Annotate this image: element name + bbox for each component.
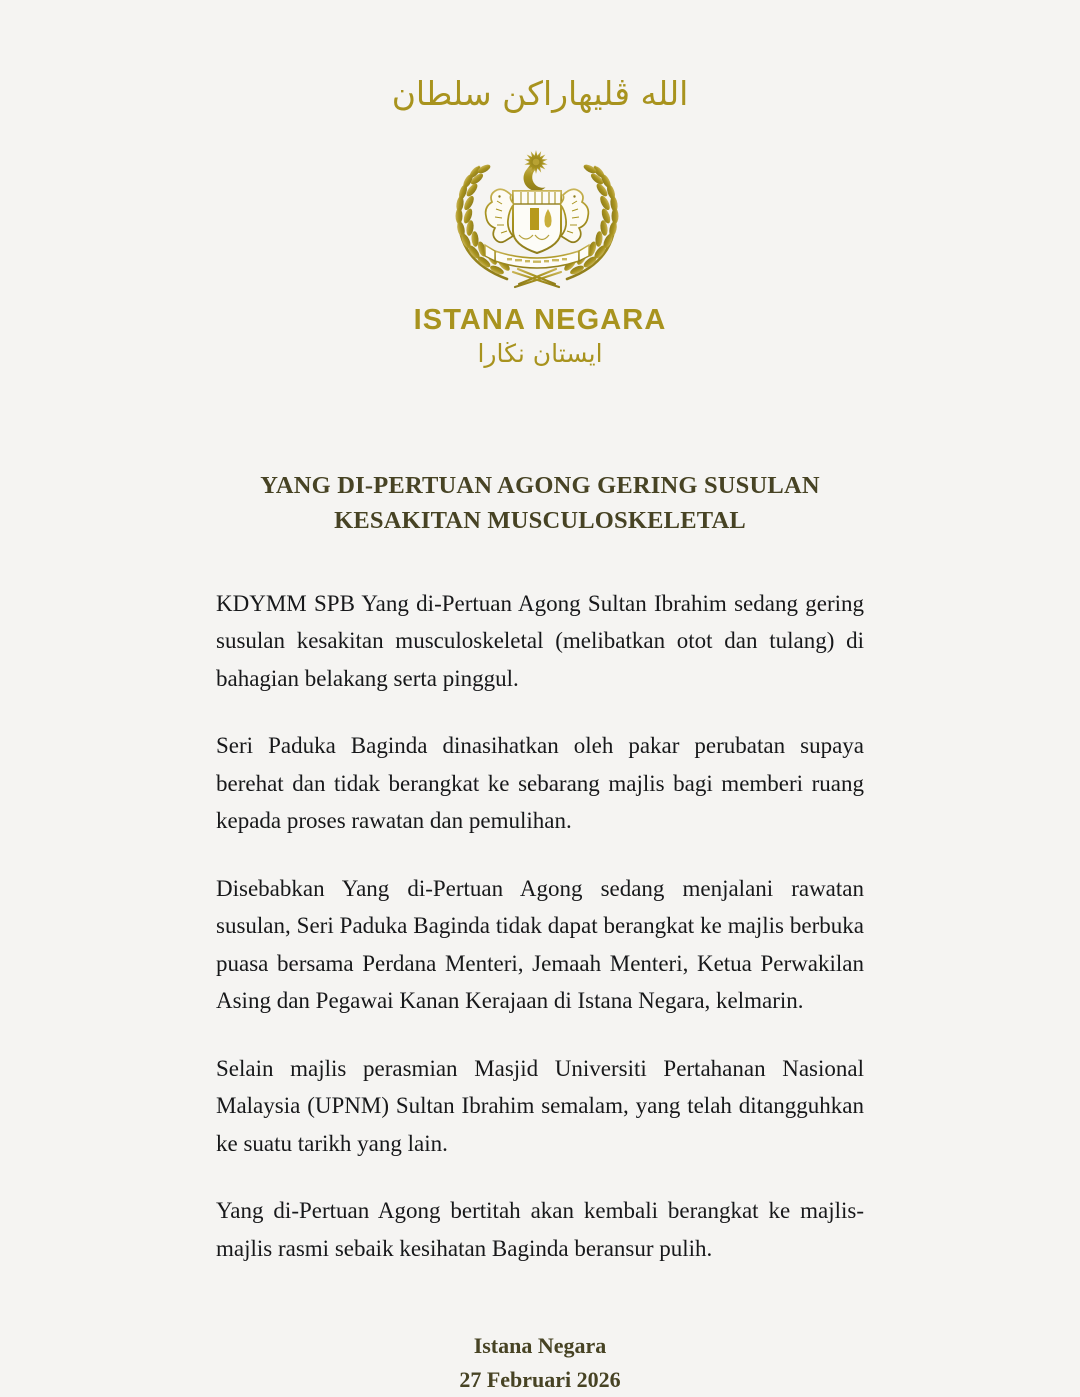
letterhead xyxy=(0,0,1080,369)
emblem-container xyxy=(0,139,1080,291)
signature-block xyxy=(216,1329,864,1397)
statement-body xyxy=(216,369,864,1397)
page-title xyxy=(216,469,864,539)
paragraph-4: Selain majlis perasmian Masjid Universiti Pertahanan Nasional Malaysia (UPNM) Sultan Ibrahim semalam, yang telah ditangguhkan ke suatu tarikh yang lain. xyxy=(216,1055,864,1156)
page-title-line-1: YANG DI-PERTUAN AGONG GERING SUSULAN xyxy=(260,472,820,500)
paragraph-3: Disebabkan Yang di-Pertuan Agong sedang menjalani rawatan susulan, Seri Paduka Baginda tidak dapat berangkat ke majlis berbuka puasa bersama Perdana Menteri, Jemaah Menteri, Ketua Perwakilan Asing dan Pegawai Kanan Kerajaan di Istana Negara, kelmarin. xyxy=(216,875,864,1014)
organisation-name: ISTANA NEGARA xyxy=(413,303,667,336)
paragraph-1: KDYMM SPB Yang di-Pertuan Agong Sultan Ibrahim sedang gering susulan kesakitan musculoskeletal (melibatkan otot dan tulang) di bahagian belakang serta pinggul. xyxy=(216,591,864,691)
royal-motto-jawi: الله ڤليهاراكن سلطان xyxy=(391,74,689,113)
paragraph-5: Yang di-Pertuan Agong bertitah akan kembali berangkat ke majlis-majlis rasmi sebaik kesihatan Baginda beransur pulih. xyxy=(216,1198,864,1261)
paragraph-2: Seri Paduka Baginda dinasihatkan oleh pakar perubatan supaya berehat dan tidak berangkat ke sebarang majlis bagi memberi ruang kepada proses rawatan dan pemulihan. xyxy=(216,733,864,834)
page-title-line-2: KESAKITAN MUSCULOSKELETAL xyxy=(334,507,746,535)
signature-date: 27 Februari 2026 xyxy=(459,1367,621,1393)
organisation-name-jawi: ايستان نڬارا xyxy=(477,339,603,369)
signature-issuer: Istana Negara xyxy=(473,1333,607,1359)
malaysia-coat-of-arms-icon xyxy=(435,139,645,291)
